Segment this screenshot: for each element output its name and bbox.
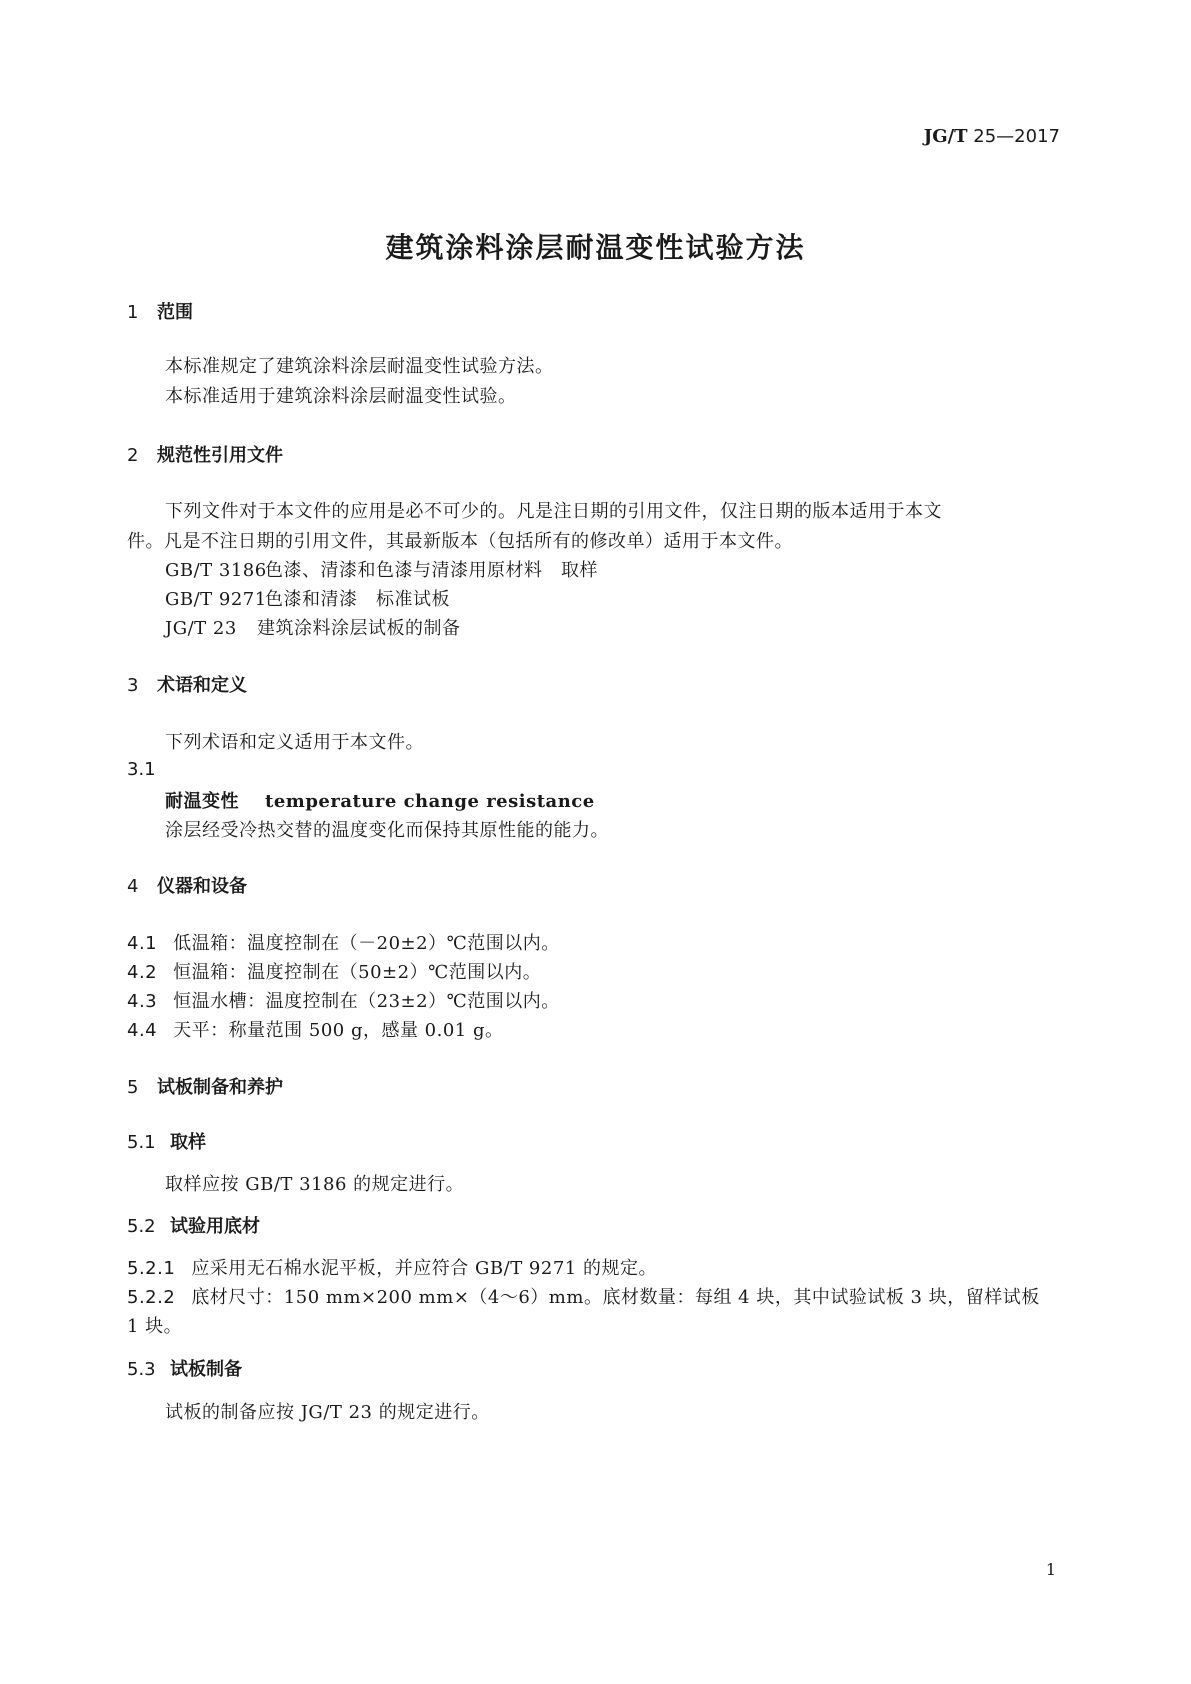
paragraph-line: 件。凡是不注日期的引用文件，其最新版本（包括所有的修改单）适用于本文件。 (127, 531, 793, 552)
clause-number: 5.2.1 (127, 1258, 176, 1279)
subsection-5-2-heading (127, 1212, 260, 1238)
section-number: 2 (127, 445, 139, 466)
equipment-item (127, 987, 560, 1013)
standard-code-prefix: JG/T (923, 126, 968, 147)
subsection-title: 试验用底材 (170, 1216, 260, 1237)
reference-item (165, 556, 598, 582)
subsection-number: 5.3 (127, 1359, 156, 1380)
standard-code (924, 126, 1060, 147)
item-text: 天平：称量范围 500 g，感量 0.01 g。 (173, 1020, 504, 1041)
section-1-heading (127, 298, 193, 324)
section-title: 规范性引用文件 (157, 445, 283, 466)
section-title: 术语和定义 (157, 675, 247, 696)
item-text: 低温箱：温度控制在（－20±2）℃范围以内。 (173, 933, 560, 954)
section-title: 仪器和设备 (157, 876, 247, 897)
reference-title: 色漆和清漆 标准试板 (265, 589, 450, 610)
paragraph-line: 下列文件对于本文件的应用是必不可少的。凡是注日期的引用文件，仅注日期的版本适用于本文 (165, 501, 942, 522)
term-chinese: 耐温变性 (165, 791, 239, 812)
subsection-title: 取样 (170, 1132, 206, 1153)
reference-item (165, 614, 461, 640)
standard-code-number: 25—2017 (973, 126, 1060, 147)
section-4-heading (127, 872, 247, 898)
section-title: 范围 (157, 302, 193, 323)
subsection-title: 试板制备 (170, 1359, 242, 1380)
clause-text: 底材尺寸：150 mm×200 mm×（4～6）mm。底材数量：每组 4 块，其中试验试板 3 块，留样试板 (191, 1287, 1040, 1308)
equipment-item (127, 1016, 504, 1042)
item-number: 4.1 (127, 933, 158, 954)
section-5-heading (127, 1073, 283, 1099)
subsection-number: 5.1 (127, 1132, 156, 1153)
term-heading (165, 787, 595, 813)
paragraph: 取样应按 GB/T 3186 的规定进行。 (165, 1174, 465, 1195)
section-title: 试板制备和养护 (157, 1077, 283, 1098)
clause-number: 5.2.2 (127, 1287, 176, 1308)
item-number: 4.4 (127, 1020, 158, 1041)
clause-5-2-1 (127, 1254, 657, 1280)
paragraph: 下列术语和定义适用于本文件。 (165, 732, 424, 753)
clause-text: 应采用无石棉水泥平板，并应符合 GB/T 9271 的规定。 (191, 1258, 657, 1279)
reference-title: 色漆、清漆和色漆与清漆用原材料 取样 (265, 560, 598, 581)
item-number: 4.2 (127, 962, 158, 983)
clause-5-2-2 (127, 1283, 1040, 1309)
item-text: 恒温箱：温度控制在（50±2）℃范围以内。 (173, 962, 542, 983)
subsection-number: 5.2 (127, 1216, 156, 1237)
item-number: 4.3 (127, 991, 158, 1012)
term-english: temperature change resistance (265, 791, 595, 812)
section-2-heading (127, 441, 283, 467)
reference-code: JG/T 23 (165, 618, 237, 639)
document-title: 建筑涂料涂层耐温变性试验方法 (385, 231, 806, 264)
reference-item (165, 585, 450, 611)
equipment-item (127, 958, 541, 984)
item-text: 恒温水槽：温度控制在（23±2）℃范围以内。 (173, 991, 560, 1012)
section-number: 4 (127, 876, 139, 897)
clause-continuation: 1 块。 (127, 1316, 183, 1337)
term-definition: 涂层经受冷热交替的温度变化而保持其原性能的能力。 (165, 820, 609, 841)
subsection-5-1-heading (127, 1128, 206, 1154)
equipment-item (127, 929, 560, 955)
section-3-heading (127, 671, 247, 697)
page-number: 1 (1045, 1560, 1056, 1579)
paragraph: 试板的制备应按 JG/T 23 的规定进行。 (165, 1402, 490, 1423)
section-number: 3 (127, 675, 139, 696)
reference-title: 建筑涂料涂层试板的制备 (257, 618, 461, 639)
term-number: 3.1 (127, 759, 156, 780)
paragraph: 本标准规定了建筑涂料涂层耐温变性试验方法。 (165, 356, 554, 377)
subsection-5-3-heading (127, 1355, 242, 1381)
section-number: 1 (127, 302, 139, 323)
section-number: 5 (127, 1077, 139, 1098)
reference-code: GB/T 3186 (165, 560, 267, 581)
reference-code: GB/T 9271 (165, 589, 267, 610)
paragraph: 本标准适用于建筑涂料涂层耐温变性试验。 (165, 386, 517, 407)
